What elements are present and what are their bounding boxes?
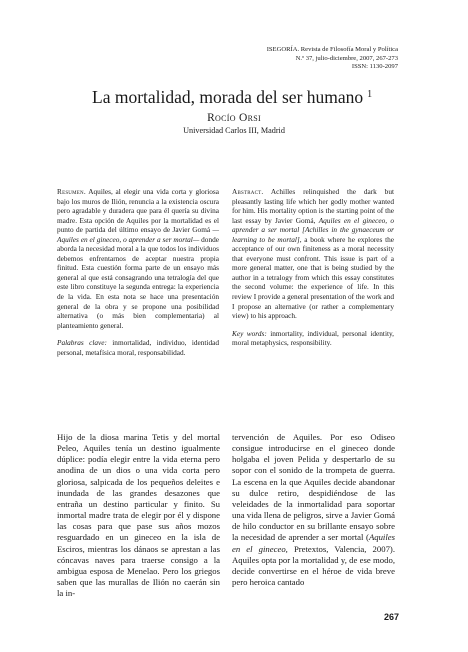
journal-issue: N.º 37, julio-diciembre, 2007, 267-273 — [295, 54, 398, 62]
body-column-left: Hijo de la diosa marina Tetis y del mortal Peleo, Aquiles tenía un destino igualmente dúplice: podía elegir entre la vida eterna pero anodina de un dios o una vida corta pero gloriosa, salpicada de los pequeños deleites e inundada de las grandes desazones que entraña un destino particular y finito. Su inmortal madre trata de elegir por él y dispone las cosas para que pase sus años mozos resguardado en un gineceo en la isla de Esciros, mientras los dánaos se aprestan a las cóncavas naves para traerse consigo a la ambigua esposa de Menelao. Pero los griegos saben que las murallas de Ilión no caerán sin la in- — [57, 432, 220, 599]
author-name — [0, 111, 468, 125]
journal-header — [198, 46, 398, 72]
journal-issn: ISSN: 1130-2097 — [351, 63, 398, 71]
keywords-spanish — [57, 338, 219, 357]
abstract-label: Abstract. — [232, 187, 264, 196]
keywords-label: Key words: — [232, 328, 267, 338]
keywords-text: inmortalidad, individuo, identidad personal, metafísica moral, responsabilidad. — [57, 338, 219, 357]
abstract-text: Aquiles, al elegir una vida corta y gloriosa bajo los muros de Ilión, renuncia a la existencia oscura pero agradable y duradera que para él quería su divina madre. Esta opción de Aquiles por la mortalidad es el punto de partida del último ensayo de Javier Gomá — [57, 187, 219, 235]
journal-title: ISEGORÍA. Revista de Filosofía Moral y Política — [266, 46, 398, 53]
abstract-text: Achilles relinquished the dark but pleasantly lasting life which her godly mother wanted for him. His mortality option is the starting point of the last essay by Javier Gomá, — [232, 187, 395, 225]
abstract-text-continued: donde aborda la necesidad moral a la que todos los individuos debemos enfrentarnos de aceptar nuestra propia finitud. Esta cuestión forma parte de un ensayo más general al que está consagrando una tetralogía del que este libro constituye la segunda entrega: la experiencia de la vida. En esta nota se hace una presentación general de la obra y se propone una posibilidad alternativa (o más bien complementaria) al planteamiento general. — [57, 234, 219, 330]
abstract-spanish — [57, 187, 219, 357]
keywords-text: inmortality, individual, personal identity, moral metaphysics, responsibility. — [232, 328, 394, 348]
author-name-text: Rocío Orsi — [207, 112, 261, 124]
article-title — [92, 87, 372, 111]
page-number: 267 — [383, 612, 399, 622]
body-column-right — [232, 432, 395, 588]
body-book-title: Aquiles en el gineceo, — [232, 532, 395, 554]
abstract-book-title: Aquiles en el gineceo, o aprender a ser mortal [Achilles in the gynaeceum or learning to be mortal] — [232, 215, 395, 244]
abstract-label: Resumen. — [57, 187, 86, 196]
abstract-spanish-body — [57, 187, 219, 330]
article-title-text: La mortalidad, morada del ser humano — [92, 87, 364, 107]
keywords-label: Palabras clave: — [57, 338, 107, 348]
author-affiliation: Universidad Carlos III, Madrid — [183, 126, 285, 135]
footnote-mark[interactable]: 1 — [367, 89, 373, 100]
abstract-text-continued: , a book where he explores the acceptance of our own finiteness as a moral necessity that everyone must confront. This issue is part of a more general matter, one that is being studied by the author in a tetralogy from which this essay constitutes the second volume: the experience of life. In this review I provide a general presentation of the work and I propose an alternative (or rather a complementary view) to his approach. — [232, 234, 394, 321]
abstract-english — [232, 187, 394, 348]
abstract-book-title: —Aquiles en el gineceo, o aprender a ser mortal— — [57, 225, 219, 244]
body-text-continued: Pretextos, Valencia, 2007). Aquiles opta por la mortalidad y, de ese modo, decide convertirse en el héroe de vida breve pero heroica cantado — [232, 543, 395, 588]
body-text: tervención de Aquiles. Por eso Odiseo consigue introducirse en el gineceo donde holgaba el joven Pelida y despertarlo de su sopor con el sonido de la trompeta de guerra. La escena en la que Aquiles decide abandonar su dulce retiro, despidiéndose de las veleidades de la inmortalidad para soportar una vida llena de peligros, sirve a Javier Gomá de hilo conductor en su brillante ensayo sobre la necesidad de aprender a ser mortal ( — [232, 432, 395, 543]
abstract-english-body — [232, 187, 394, 321]
keywords-english — [232, 329, 394, 348]
